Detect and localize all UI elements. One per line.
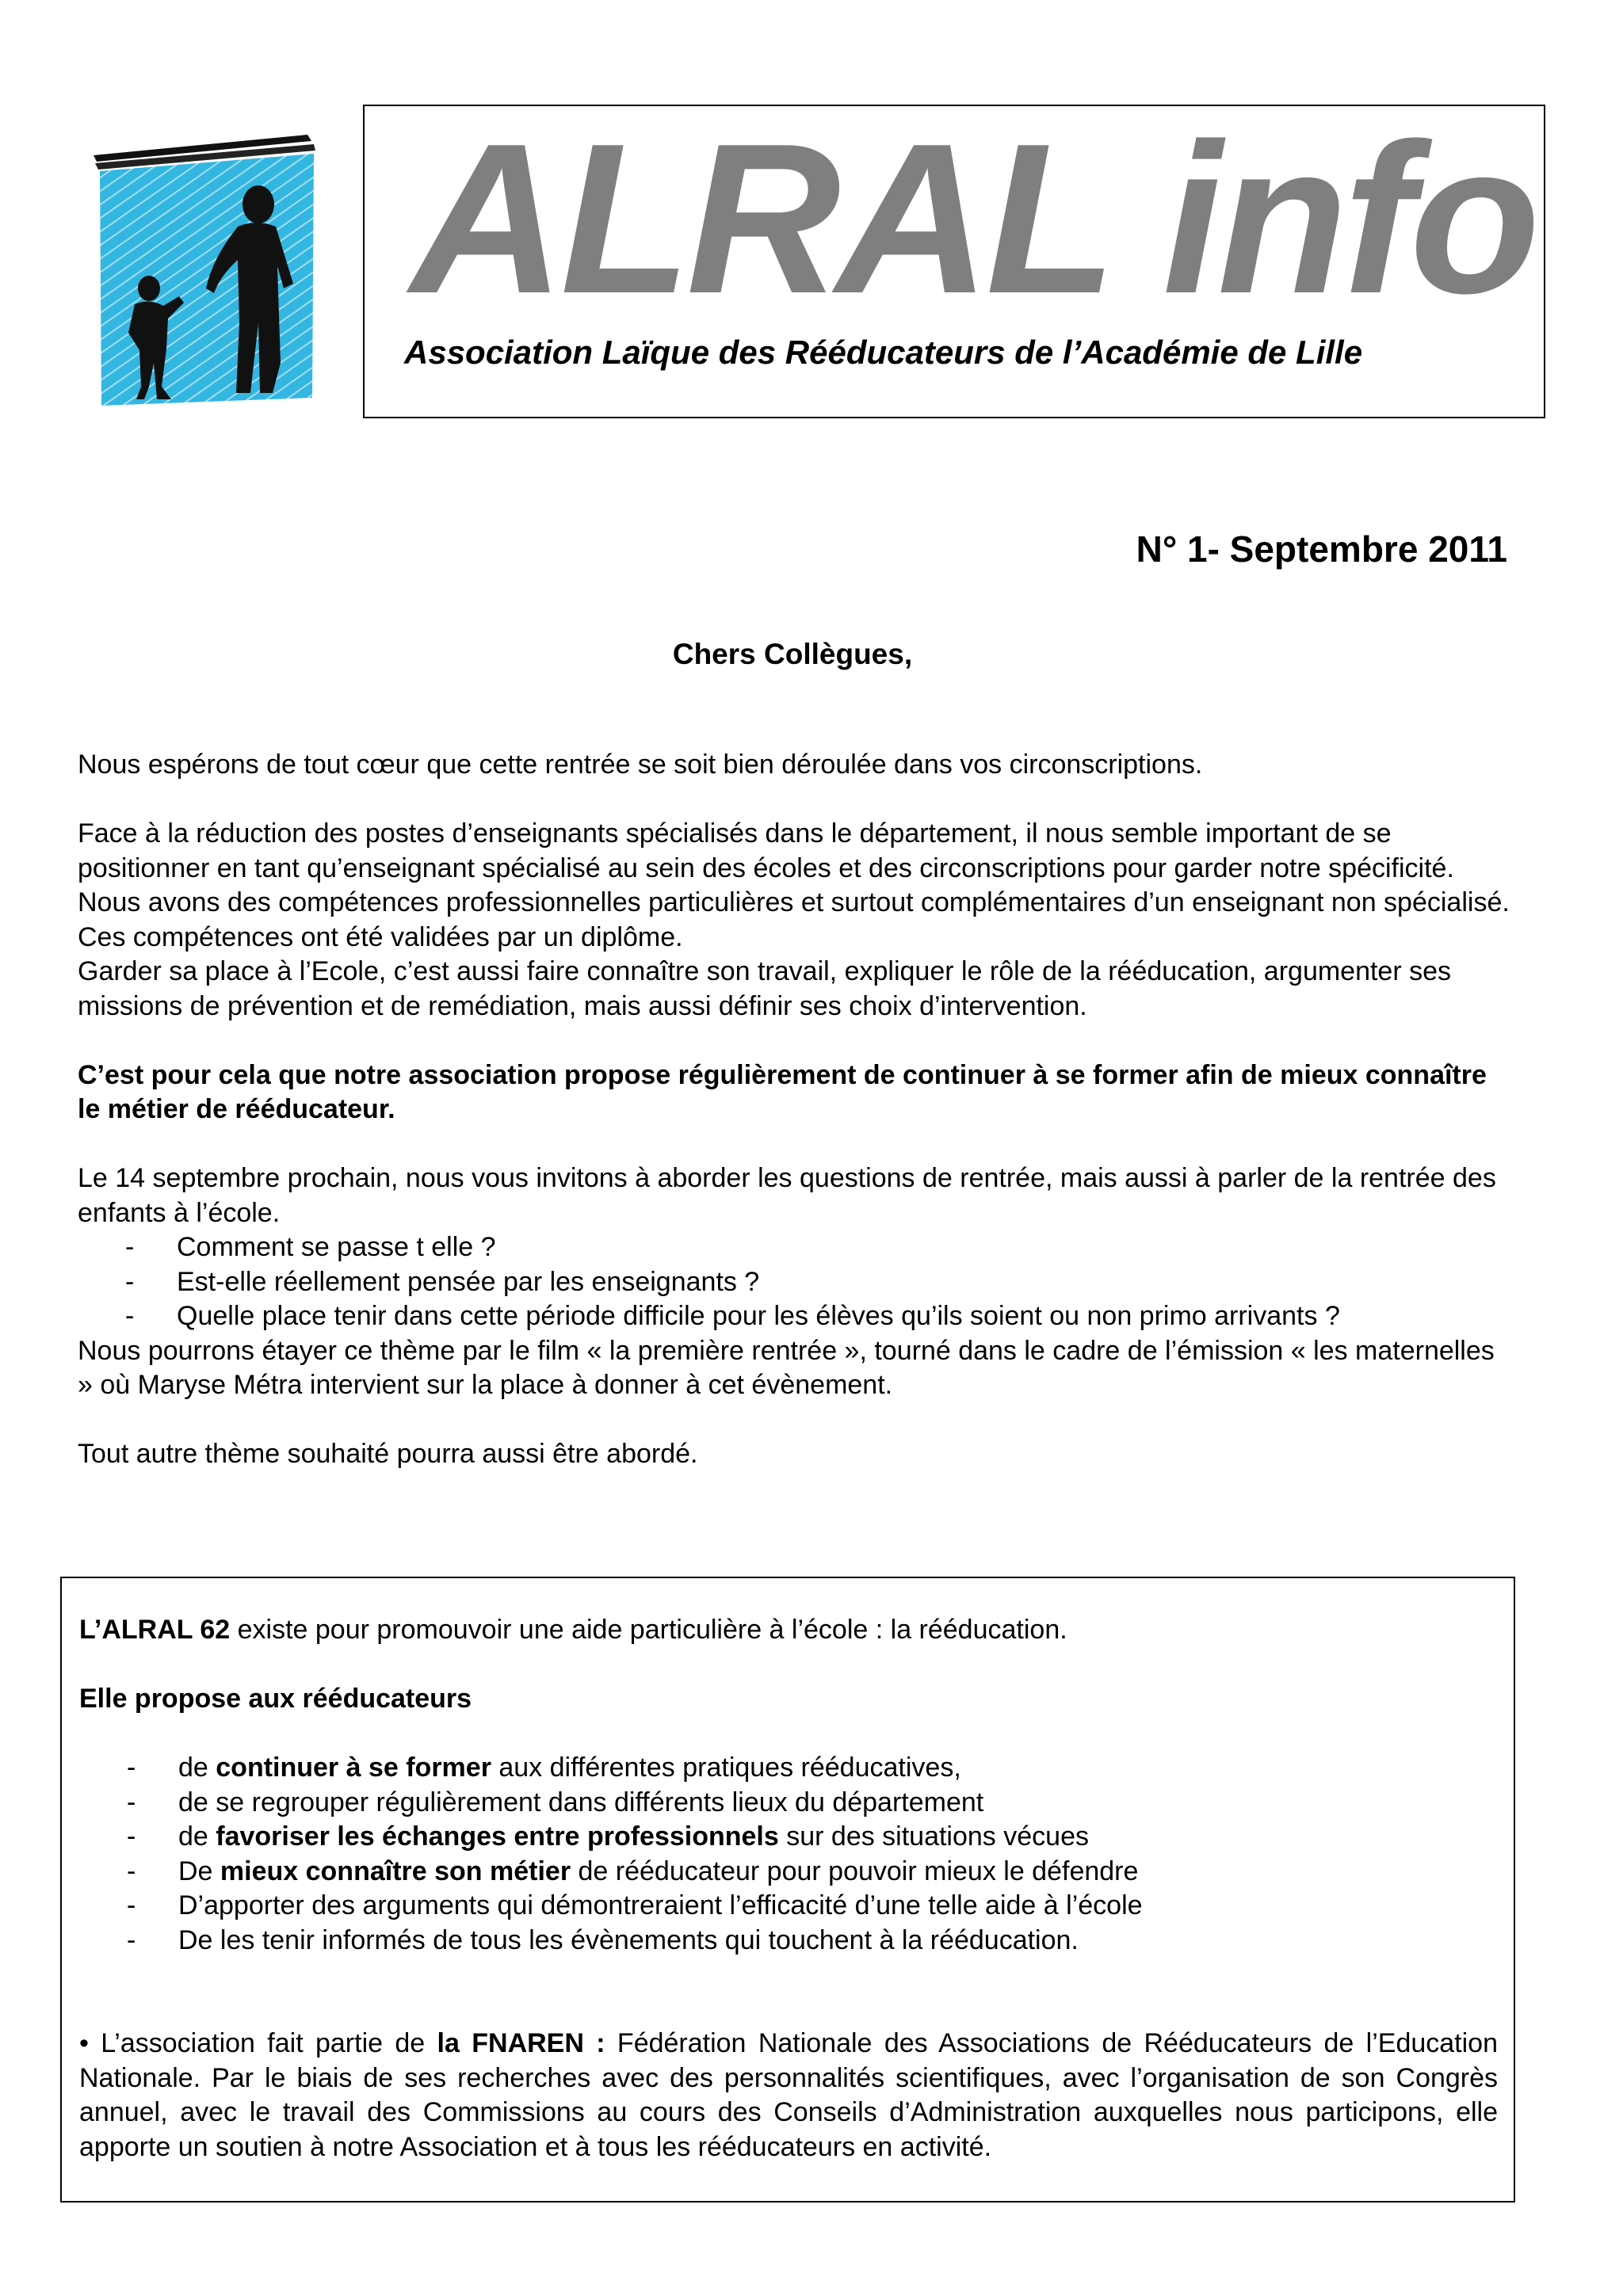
offer-text: de se regrouper régulièrement dans différents lieux du département bbox=[178, 1787, 984, 1817]
offer-text: aux différentes pratiques rééducatives, bbox=[491, 1753, 961, 1783]
alral-logo bbox=[94, 125, 323, 417]
letter-paragraph: Nous pourrons étayer ce thème par le film « la première rentrée », tourné dans le cadre de l’émission « les maternelles » où Maryse Métra intervient sur la place à donner à cet évènement. bbox=[78, 1335, 1495, 1400]
letter-paragraph: Le 14 septembre prochain, nous vous invitons à aborder les questions de rentrée, mais aussi à parler de la rentrée des enfants à l’école. bbox=[78, 1163, 1496, 1228]
offer-item bbox=[79, 1924, 1498, 1958]
fnaren-text: • L’association fait partie de bbox=[79, 2028, 437, 2058]
fnaren-name: la FNAREN : bbox=[437, 2028, 605, 2058]
logo-illustration bbox=[94, 125, 323, 417]
infobox-intro-text: existe pour promouvoir une aide particulière à l’école : la rééducation. bbox=[230, 1615, 1067, 1645]
offer-item bbox=[79, 1855, 1498, 1890]
info-box bbox=[60, 1577, 1515, 2203]
offer-item bbox=[79, 1820, 1498, 1855]
masthead-subtitle: Association Laïque des Rééducateurs de l’Académie de Lille bbox=[404, 334, 1363, 371]
issue-number: N° 1- Septembre 2011 bbox=[1136, 528, 1507, 570]
offer-text: De les tenir informés de tous les évènements qui touchent à la rééducation. bbox=[178, 1924, 1079, 1955]
association-name: L’ALRAL 62 bbox=[79, 1615, 231, 1645]
offer-text: de rééducateur pour pouvoir mieux le défendre bbox=[571, 1855, 1139, 1886]
letter-paragraph: Face à la réduction des postes d’enseignants spécialisés dans le département, il nous semble important de se positionner en tant qu’enseignant spécialisé au sein des écoles et des circonscriptions pour garder notre spécificité. bbox=[78, 818, 1454, 883]
letter-body bbox=[78, 748, 1512, 1472]
offer-item bbox=[79, 1786, 1498, 1821]
masthead-title: ALRAL info bbox=[411, 100, 1536, 338]
question-list bbox=[78, 1230, 1512, 1334]
offer-text: De bbox=[178, 1855, 220, 1886]
question-item: - Comment se passe t elle ? bbox=[78, 1230, 1512, 1265]
infobox-intro bbox=[79, 1613, 1498, 1648]
fnaren-paragraph bbox=[79, 2027, 1498, 2164]
offer-emphasis: favoriser les échanges entre professionnels bbox=[216, 1821, 779, 1852]
question-item: - Est-elle réellement pensée par les enseignants ? bbox=[78, 1265, 1512, 1300]
question-item: - Quelle place tenir dans cette période difficile pour les élèves qu’ils soient ou non primo arrivants ? bbox=[78, 1299, 1512, 1334]
letter-highlight: C’est pour cela que notre association propose régulièrement de continuer à se former afin de mieux connaître le métier de rééducateur. bbox=[78, 1059, 1487, 1124]
offer-item bbox=[79, 1751, 1498, 1786]
offer-text: sur des situations vécues bbox=[778, 1821, 1089, 1852]
offer-list bbox=[79, 1751, 1498, 1958]
greeting: Chers Collègues, bbox=[672, 638, 913, 670]
offer-text: de bbox=[178, 1821, 216, 1852]
offer-emphasis: continuer à se former bbox=[216, 1753, 491, 1783]
offer-text: de bbox=[178, 1753, 216, 1783]
fnaren-text: Fédération Nationale des Associations de Rééducateurs de l’Education Nationale. Par le biais de ses recherches avec des personnalités scientifiques, avec l’organisation de son Congrès annuel, avec le travail des Commissions au cours des Conseils d’Administration auxquelles nous participons, elle apporte un soutien à notre Association et à tous les rééducateurs en activité. bbox=[79, 2028, 1499, 2162]
offer-emphasis: mieux connaître son métier bbox=[220, 1855, 571, 1886]
infobox-heading: Elle propose aux rééducateurs bbox=[79, 1684, 472, 1714]
offer-item bbox=[79, 1889, 1498, 1924]
masthead bbox=[363, 100, 1545, 418]
letter-paragraph: Tout autre thème souhaité pourra aussi être abordé. bbox=[78, 1439, 698, 1469]
letter-paragraph: Garder sa place à l’Ecole, c’est aussi faire connaître son travail, expliquer le rôle de la rééducation, argumenter ses missions de prévention et de remédiation, mais aussi définir ses choix d’intervention. bbox=[78, 956, 1452, 1021]
letter-paragraph: Nous avons des compétences professionnelles particulières et surtout complémentaires d’un enseignant non spécialisé. Ces compétences ont été validées par un diplôme. bbox=[78, 887, 1510, 952]
letter-paragraph: Nous espérons de tout cœur que cette rentrée se soit bien déroulée dans vos circonscriptions. bbox=[78, 749, 1203, 780]
offer-text: D’apporter des arguments qui démontreraient l’efficacité d’une telle aide à l’école bbox=[178, 1890, 1143, 1920]
